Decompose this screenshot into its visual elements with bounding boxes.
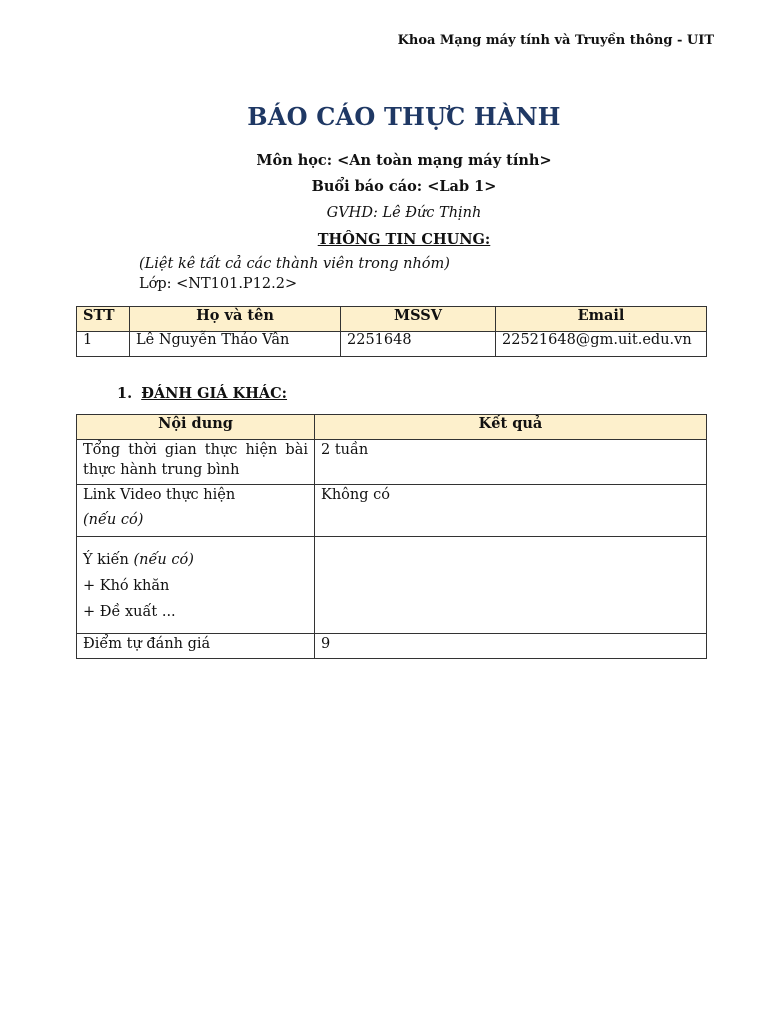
table-row: [77, 634, 707, 659]
report-title: BÁO CÁO THỰC HÀNH: [247, 102, 561, 131]
session-line: Buổi báo cáo: <Lab 1>: [311, 178, 497, 195]
cell-video-label: [77, 485, 315, 537]
faculty-header: Khoa Mạng máy tính và Truyền thông - UIT: [397, 33, 714, 48]
table-row: [77, 440, 707, 485]
cell-time-label: Tổng thời gian thực hiện bài thực hành trung bình: [77, 440, 315, 485]
table-row: [77, 332, 707, 357]
col-content: Nội dung: [77, 415, 315, 440]
video-label-note: (nếu có): [83, 512, 144, 528]
cell-mssv: 2251648: [341, 332, 496, 357]
section-title: ĐÁNH GIÁ KHÁC:: [141, 385, 288, 402]
cell-time-value: 2 tuần: [315, 440, 707, 485]
cell-score-value: 9: [315, 634, 707, 659]
cell-name: Lê Nguyễn Thảo Vân: [130, 332, 341, 357]
evaluation-table-header: [77, 415, 707, 440]
cell-email: 22521648@gm.uit.edu.vn: [496, 332, 707, 357]
opinion-suggestion: + Đề xuất ...: [83, 604, 176, 620]
members-note: (Liệt kê tất cả các thành viên trong nhóm): [139, 256, 450, 272]
cell-video-value: Không có: [315, 485, 707, 537]
video-label: Link Video thực hiện: [83, 487, 236, 503]
opinion-label: Ý kiến: [83, 552, 129, 568]
cell-score-label: Điểm tự đánh giá: [77, 634, 315, 659]
col-name: Họ và tên: [130, 307, 341, 332]
col-mssv: MSSV: [341, 307, 496, 332]
section-number: 1.: [117, 385, 133, 402]
cell-opinion-label: [77, 537, 315, 634]
class-label: Lớp: <NT101.P12.2>: [139, 276, 298, 292]
table-row: [77, 537, 707, 634]
cell-opinion-value: [315, 537, 707, 634]
opinion-label-line: [83, 547, 308, 573]
col-result: Kết quả: [315, 415, 707, 440]
instructor-line: GVHD: Lê Đức Thịnh: [326, 205, 482, 221]
cell-stt: 1: [77, 332, 130, 357]
table-row: [77, 485, 707, 537]
section-1-heading: [117, 385, 287, 402]
opinion-label-note: (nếu có): [133, 552, 194, 568]
members-table-header: [77, 307, 707, 332]
subject-line: Môn học: <An toàn mạng máy tính>: [256, 152, 552, 169]
evaluation-table: [76, 414, 707, 659]
general-info-heading: THÔNG TIN CHUNG:: [317, 231, 491, 248]
opinion-difficulty: + Khó khăn: [83, 578, 170, 594]
members-table: [76, 306, 707, 357]
col-email: Email: [496, 307, 707, 332]
col-stt: STT: [77, 307, 130, 332]
